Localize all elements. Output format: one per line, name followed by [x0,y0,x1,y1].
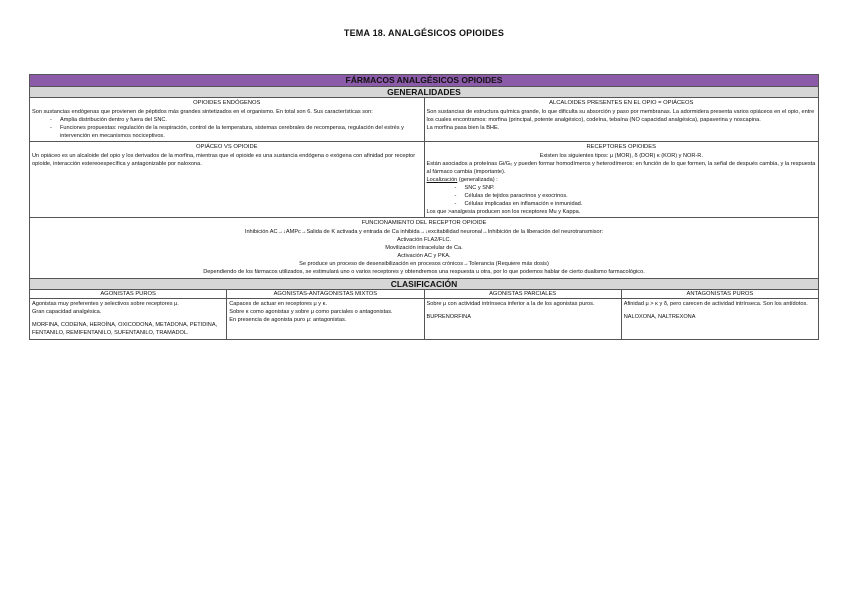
agonistas-parciales-cell [424,299,621,339]
alcaloides-bhe: La morfina pasa bien la BHE. [426,124,500,131]
main-header: FÁRMACOS ANALGÉSICOS OPIOIDES [30,75,819,87]
opioides-endogenos-cell [30,98,425,142]
agonistas-puros-heading: AGONISTAS PUROS [30,289,227,299]
opiaceo-vs-opioide-cell [30,141,425,217]
agonistas-puros-drugs: MORFINA, CODEINA, HEROÍNA, OXICODONA, METADONA, PETIDINA, FENTANILO, REMIFENTANILO, SUFENTANILO, TRAMADOL. [32,322,218,337]
agonistas-antagonistas-cell [227,299,424,339]
opioid-table [29,74,819,340]
clasificacion-header: CLASIFICACIÓN [30,278,819,289]
localizacion-label: Localización [426,176,458,183]
list-item: - SNC y SNP. [455,184,817,192]
alcaloides-text: Son sustancias de estructura química grande, lo que dificulta su absorción y paso por membranas. La adormidera presenta varios opiáceos en el opio, entre los cuales encontramos: morfina (principal, potente analgésico), codeína, tebaína (NO capacidad analgésica), papaverina y noscapina. [426,108,815,123]
agonistas-antagonistas-line: En presencia de agonista puro μ: antagonistas. [229,317,347,324]
agonistas-puros-cell [30,299,227,339]
agonistas-antagonistas-line: Capaces de actuar en receptores μ y κ. [229,301,327,308]
funcionamiento-item: Movilización intracelular de Ca. [385,245,463,252]
document-title: TEMA 18. ANALGÉSICOS OPIOIDES [343,28,505,38]
opiaceo-vs-opioide-heading: OPIÁCEO VS OPIOIDE [195,143,258,150]
agonistas-parciales-drugs: BUPRENORFINA [426,314,471,321]
list-item: - Células de tejidos paracrinos y exocrinos. [455,192,817,200]
receptores-analgesia: Los que >analgesia producen son los receptores Mu y Kappa. [426,209,581,216]
agonistas-parciales-line: Sobre μ con actividad intrínseca inferior a la de los agonistas puros. [426,301,595,308]
funcionamiento-line2: Se produce un proceso de desensibilización en procesos crónicos→Tolerancia (Requiere más dosis) [299,261,549,268]
alcaloides-heading: ALCALOIDES PRESENTES EN EL OPIO = OPIÁCEOS [549,100,694,106]
funcionamiento-item: Activación FLA2/FLC. [396,237,452,244]
receptores-proteins: Están asociados a proteínas Gi/G₀ y pueden formar homodímeros y heterodímeros: en función de lo que formen, la señal de después cambia, y la respuesta al fármaco cambia (importante). [426,160,816,175]
agonistas-antagonistas-heading: AGONISTAS-ANTAGONISTAS MIXTOS [227,289,424,299]
agonistas-antagonistas-line: Sobre κ como agonistas y sobre μ como parciales o antagonistas. [229,309,393,316]
antagonistas-puros-heading: ANTAGONISTAS PUROS [621,289,818,299]
opiaceo-vs-opioide-text: Un opiáceo es un alcaloide del opio y los derivados de la morfina, mientras que el opioide es una sustancia endógena o exógena con afinidad por receptor opioide, interacción estereoespecífica y antagonizable por naloxona. [32,152,416,167]
antagonistas-puros-cell [621,299,818,339]
list-item: - Células implicadas en inflamación e inmunidad. [455,200,817,208]
receptores-heading: RECEPTORES OPIOIDES [586,143,656,150]
agonistas-parciales-heading: AGONISTAS PARCIALES [424,289,621,299]
opioides-endogenos-list [32,116,422,140]
receptores-cell [424,141,819,217]
funcionamiento-heading: FUNCIONAMIENTO DEL RECEPTOR OPIOIDE [361,220,487,227]
alcaloides-cell [424,98,819,142]
opioides-endogenos-text: Son sustancias endógenas que provienen de péptidos más grandes sintetizados en el organismo. En total son 6. Sus características son: [32,108,373,115]
list-item: - Amplia distribución dentro y fuera del SNC. [50,116,422,124]
antagonistas-puros-line: Afinidad μ > κ y δ, pero carecen de actividad intrínseca. Son los antídotos. [623,301,808,308]
funcionamiento-line1: Inhibición AC→↓AMPc→Salida de K activada y entrada de Ca inhibida→↓excitabilidad neuronal→Inhibición de la liberación del neurotransmisor: [244,228,604,235]
agonistas-puros-line: Agonistas muy preferentes y selectivos sobre receptores μ. [32,301,179,308]
generalidades-header: GENERALIDADES [30,87,819,98]
opioid-table-wrapper [29,74,819,340]
opioides-endogenos-heading: OPIOIDES ENDÓGENOS [193,100,261,106]
localizacion-suffix: (generalizada) : [457,176,498,183]
funcionamiento-item: Activación AC y PKA. [397,253,451,260]
funcionamiento-cell [30,218,819,278]
funcionamiento-line3: Dependiendo de los fármacos utilizados, se estimulará uno o varios receptores y obtendremos una respuesta u otra, por lo que podemos hablar de cierto dualismo farmacológico. [203,269,645,276]
list-item: - Funciones propuestas: regulación de la respiración, control de la temperatura, sistemas cerebrales de recompensa, regulación del estrés y intervención en mecanismos nociceptivos. [50,124,422,140]
receptores-types: Existen los siguientes tipos: μ (MOR), δ (DOR) κ (KOR) y NOR-R. [539,152,703,159]
receptores-localizacion [427,176,817,184]
agonistas-puros-line: Gran capacidad analgésica. [32,309,102,316]
antagonistas-puros-drugs: NALOXONA, NALTREXONA [623,314,696,321]
localizacion-list [427,184,817,208]
